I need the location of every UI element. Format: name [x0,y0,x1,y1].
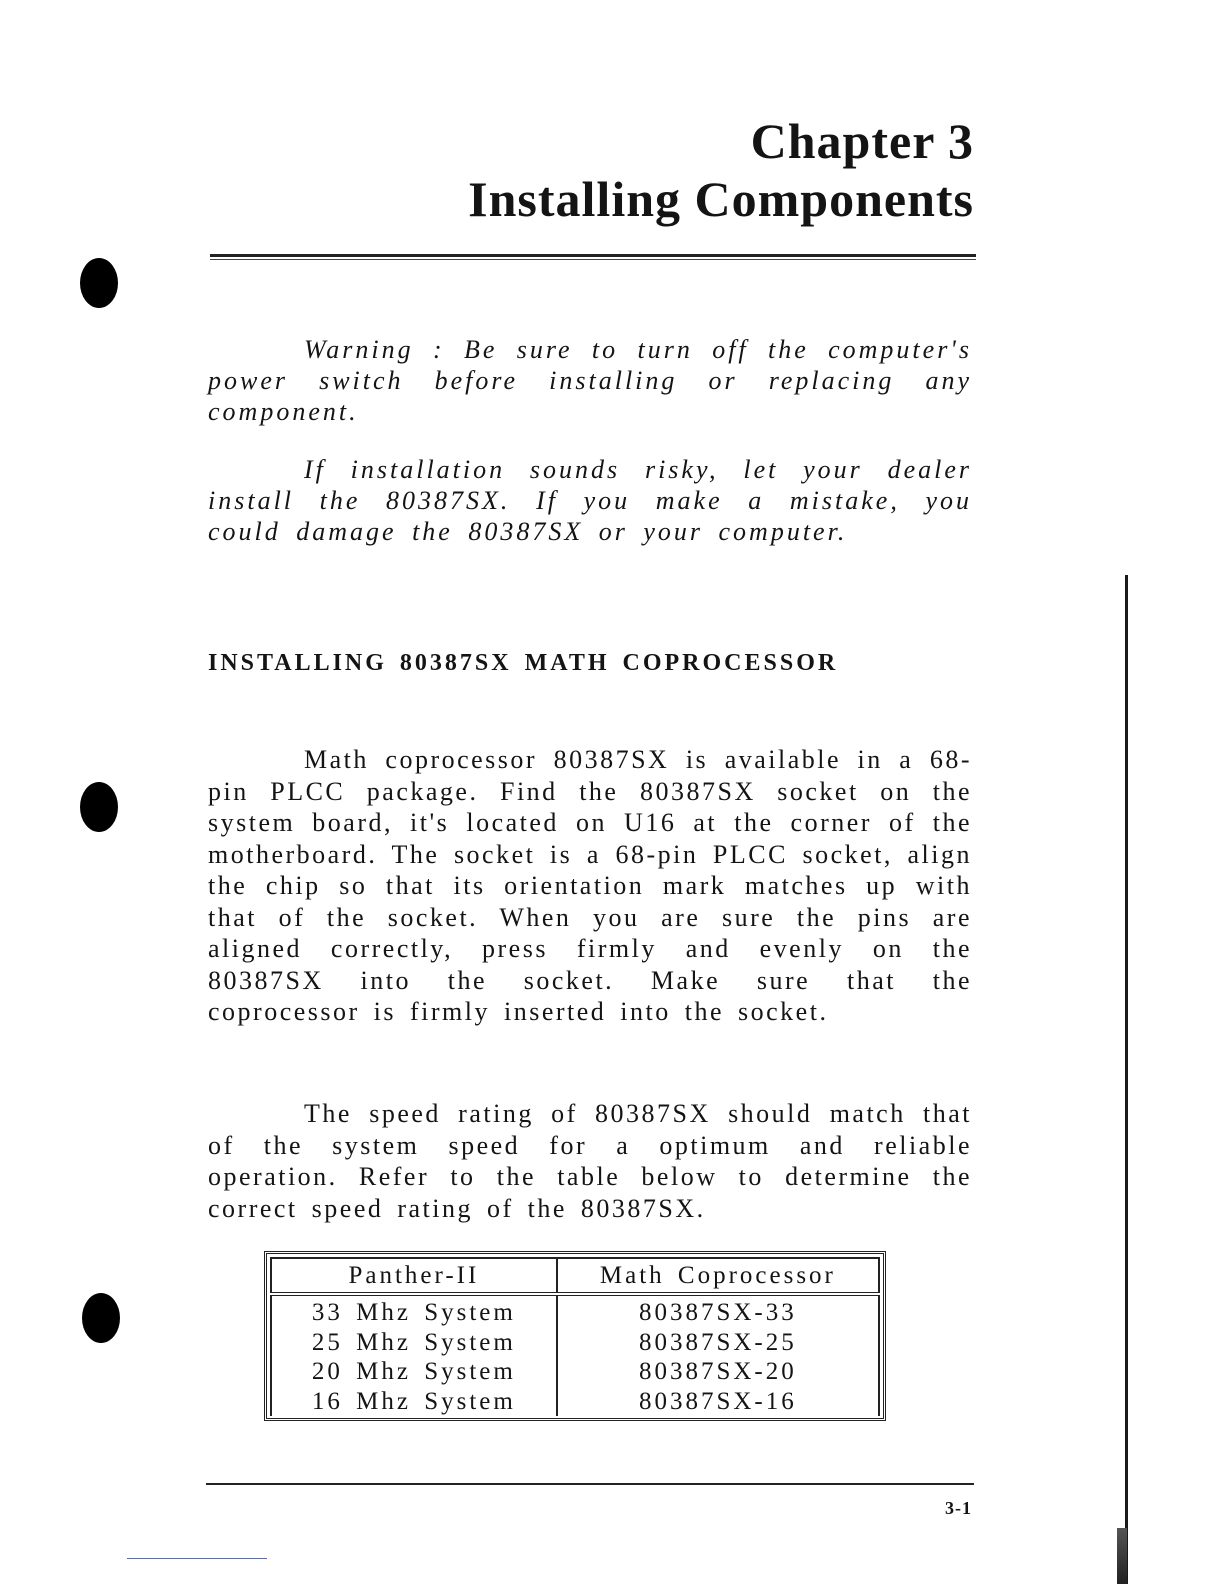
warning-text: Warning : Be sure to turn off the computer's power switch before installing or replacing any component. [208,335,972,426]
binder-hole [82,1293,120,1343]
table-header-cell: Panther-II [271,1258,557,1294]
table-cell: 25 Mhz System [271,1328,557,1358]
table-header-row [271,1258,879,1294]
table-row [271,1294,879,1328]
table-cell: 80387SX-20 [557,1357,879,1387]
speed-table-grid [270,1257,880,1416]
math-coprocessor-text: Math coprocessor 80387SX is available in a 68-pin PLCC package. Find the 80387SX socket on the system board, it's located on U16 at the corner of the motherboard. The socket is a 68-pin PLCC socket, align the chip so that its orientation mark matches up with that of the socket. When you are sure the pins are aligned correctly, press firmly and evenly on the 80387SX into the socket. Make sure that the coprocessor is firmly inserted into the socket. [208,745,972,1026]
table-row [271,1328,879,1358]
page-number: 3-1 [945,1498,972,1518]
binder-hole [80,782,118,832]
math-coprocessor-paragraph [208,744,972,1028]
table-cell: 80387SX-33 [557,1294,879,1328]
chapter-title: Installing Components [468,171,974,227]
header-rule [210,254,976,257]
footer-rule [206,1483,974,1485]
chapter-number: Chapter 3 [750,113,974,169]
table-cell: 80387SX-25 [557,1328,879,1358]
table-row [271,1387,879,1417]
table-header-cell: Math Coprocessor [557,1258,879,1294]
page-edge-shadow [1125,575,1128,1584]
table-cell: 16 Mhz System [271,1387,557,1417]
table-cell: 80387SX-16 [557,1387,879,1417]
warning-paragraph [208,334,972,427]
table-cell: 20 Mhz System [271,1357,557,1387]
table-row [271,1357,879,1387]
speed-rating-paragraph [208,1098,972,1224]
speed-rating-text: The speed rating of 80387SX should match that of the system speed for a optimum and reliable operation. Refer to the table below to determine the correct speed rating of the 80387SX. [208,1099,972,1223]
page-edge-mark [1117,1528,1127,1584]
speed-table [264,1251,886,1421]
section-heading: INSTALLING 80387SX MATH COPROCESSOR [208,650,839,676]
table-cell: 33 Mhz System [271,1294,557,1328]
scan-artifact-line [127,1558,267,1559]
risk-note-text: If installation sounds risky, let your dealer install the 80387SX. If you make a mistake, you could damage the 80387SX or your computer. [208,455,972,546]
binder-hole [80,258,118,308]
risk-note-paragraph [208,454,972,547]
